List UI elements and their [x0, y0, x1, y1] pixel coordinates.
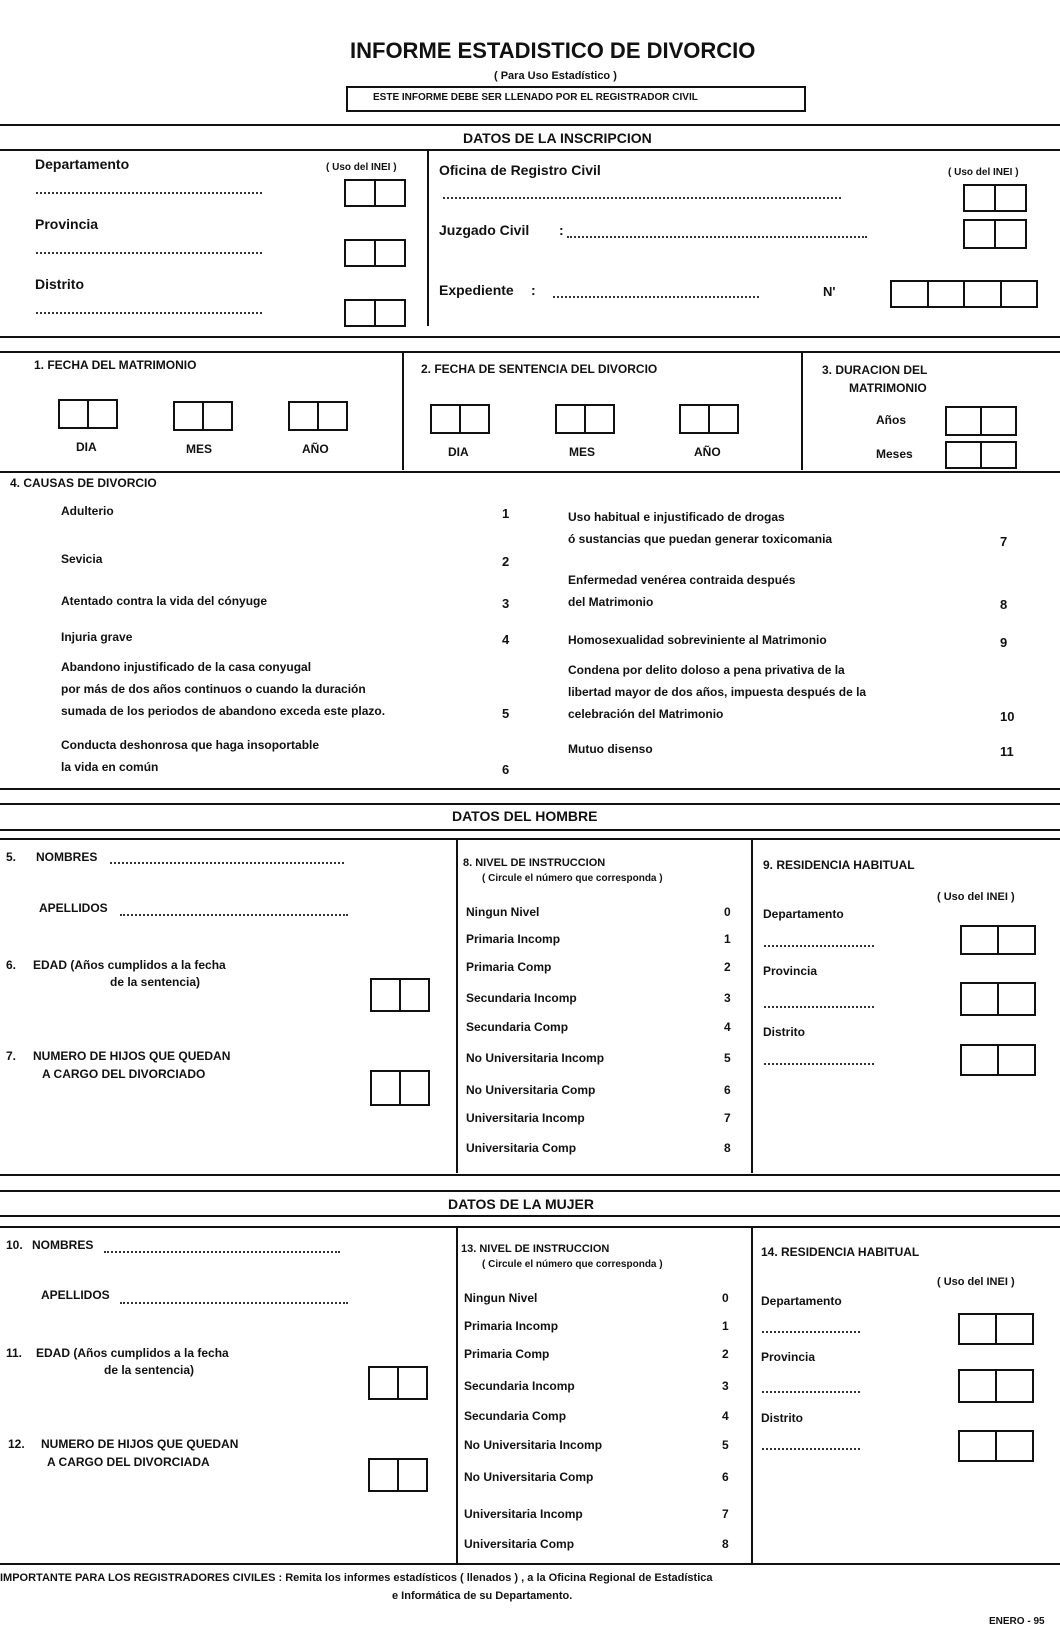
hombre-apellidos-input[interactable] [120, 914, 348, 916]
duracion-title-1: 3. DURACION DEL [822, 363, 928, 377]
fecha-matrimonio-title: 1. FECHA DEL MATRIMONIO [34, 358, 197, 372]
causa-text: por más de dos años continuos o cuando la duración [61, 682, 366, 696]
departamento-label: Departamento [35, 156, 130, 172]
causa-code[interactable]: 2 [502, 554, 510, 569]
causa-text: Uso habitual e injustificado de drogas [568, 510, 785, 524]
nivel-label: Primaria Comp [464, 1347, 550, 1361]
section-title-mujer: DATOS DE LA MUJER [448, 1196, 594, 1212]
hombre-distrito-input[interactable] [764, 1063, 874, 1065]
mujer-apellidos-input[interactable] [120, 1302, 348, 1304]
matrimonio-anio-box[interactable] [288, 401, 348, 431]
hombre-hijos-box[interactable] [370, 1070, 430, 1106]
expediente-number-box[interactable] [890, 280, 1038, 308]
nivel-code[interactable]: 0 [724, 905, 731, 919]
juzgado-colon: : [559, 222, 564, 238]
juzgado-label: Juzgado Civil [439, 222, 530, 238]
oficina-label: Oficina de Registro Civil [439, 162, 601, 178]
mujer-nivel-subtitle: ( Circule el número que corresponda ) [482, 1259, 663, 1270]
departamento-input[interactable] [36, 192, 262, 194]
causa-text: sumada de los periodos de abandono exceda este plazo. [61, 704, 386, 718]
mujer-hijos-number: 12. [8, 1437, 25, 1451]
departamento-code-box[interactable] [344, 179, 406, 207]
nivel-code[interactable]: 7 [724, 1111, 731, 1125]
important-note-line-1: IMPORTANTE PARA LOS REGISTRADORES CIVILES : Remita los informes estadísticos ( llenados ) , a la Oficina Regional de Estadística [0, 1572, 713, 1584]
matrimonio-dia-box[interactable] [58, 399, 118, 429]
numero-label: N' [823, 284, 836, 299]
causa-text: del Matrimonio [568, 595, 654, 609]
causa-text: Mutuo disenso [568, 742, 653, 756]
nivel-label: Secundaria Comp [464, 1409, 567, 1423]
nivel-label: Primaria Incomp [466, 932, 561, 946]
nivel-code[interactable]: 6 [724, 1083, 731, 1097]
mujer-nombres-input[interactable] [104, 1251, 340, 1253]
expediente-colon: : [531, 282, 536, 298]
nivel-code[interactable]: 4 [722, 1409, 729, 1423]
duracion-anos-box[interactable] [945, 406, 1017, 436]
mujer-nombres-label: NOMBRES [32, 1238, 94, 1252]
oficina-input[interactable] [443, 197, 841, 199]
nivel-label: Universitaria Incomp [464, 1507, 583, 1521]
nivel-code[interactable]: 5 [724, 1051, 731, 1065]
causa-text: Abandono injustificado de la casa conyugal [61, 660, 312, 674]
hombre-distrito-code-box[interactable] [960, 1044, 1036, 1076]
provincia-label: Provincia [35, 216, 99, 232]
uso-inei-label-2: ( Uso del INEI ) [948, 167, 1019, 178]
mujer-nombres-number: 10. [6, 1238, 23, 1252]
mujer-provincia-code-box[interactable] [958, 1369, 1034, 1403]
nivel-code[interactable]: 1 [724, 932, 731, 946]
mujer-distrito-input[interactable] [762, 1448, 860, 1450]
hombre-nombres-input[interactable] [110, 862, 344, 864]
hombre-departamento-input[interactable] [764, 945, 874, 947]
causa-code[interactable]: 1 [502, 506, 510, 521]
mujer-departamento-label: Departamento [761, 1294, 842, 1308]
mujer-hijos-label-1: NUMERO DE HIJOS QUE QUEDAN [41, 1437, 239, 1451]
hombre-provincia-label: Provincia [763, 964, 818, 978]
causa-text: Injuria grave [61, 630, 133, 644]
hombre-edad-box[interactable] [370, 978, 430, 1012]
causa-code[interactable]: 9 [1000, 635, 1008, 650]
causa-text: celebración del Matrimonio [568, 707, 724, 721]
nivel-label: No Universitaria Comp [466, 1083, 596, 1097]
matrimonio-mes-box[interactable] [173, 401, 233, 431]
distrito-code-box[interactable] [344, 299, 406, 327]
form-subtitle: ( Para Uso Estadístico ) [494, 70, 617, 82]
causa-text: Sevicia [61, 552, 103, 566]
mujer-edad-box[interactable] [368, 1366, 428, 1400]
mujer-uso-inei-label: ( Uso del INEI ) [937, 1276, 1015, 1288]
uso-inei-label: ( Uso del INEI ) [326, 162, 397, 173]
nivel-code[interactable]: 8 [722, 1537, 729, 1551]
causa-text: la vida en común [61, 760, 159, 774]
causa-text: libertad mayor de dos años, impuesta después de la [568, 685, 867, 699]
hombre-nombres-number: 5. [6, 850, 17, 864]
causas-title: 4. CAUSAS DE DIVORCIO [10, 476, 157, 490]
oficina-code-box[interactable] [963, 184, 1027, 212]
nivel-label: Secundaria Comp [466, 1020, 569, 1034]
duracion-title-2: MATRIMONIO [849, 381, 927, 395]
mujer-edad-number: 11. [6, 1346, 23, 1360]
hombre-residencia-title: 9. RESIDENCIA HABITUAL [763, 858, 915, 872]
nivel-code[interactable]: 4 [724, 1020, 731, 1034]
hombre-departamento-code-box[interactable] [960, 925, 1036, 955]
nivel-label: Ningun Nivel [466, 905, 540, 919]
matrimonio-anio-label: AÑO [302, 442, 329, 456]
mujer-provincia-label: Provincia [761, 1350, 816, 1364]
mujer-nivel-title: 13. NIVEL DE INSTRUCCION [461, 1243, 610, 1255]
nivel-label: No Universitaria Incomp [466, 1051, 605, 1065]
matrimonio-dia-label: DIA [76, 440, 97, 454]
nivel-code[interactable]: 0 [722, 1291, 729, 1305]
provincia-code-box[interactable] [344, 239, 406, 267]
causa-text: Condena por delito doloso a pena privativa de la [568, 663, 845, 677]
hombre-nivel-subtitle: ( Circule el número que corresponda ) [482, 873, 663, 884]
hombre-edad-label-1: EDAD (Años cumplidos a la fecha [33, 958, 226, 972]
causa-code[interactable]: 7 [1000, 534, 1008, 549]
form-title: INFORME ESTADISTICO DE DIVORCIO [350, 38, 756, 63]
causa-text: Enfermedad venérea contraida después [568, 573, 796, 587]
causa-text: Atentado contra la vida del cónyuge [61, 594, 268, 608]
nivel-code[interactable]: 3 [724, 991, 731, 1005]
nivel-code[interactable]: 7 [722, 1507, 729, 1521]
hombre-hijos-label-1: NUMERO DE HIJOS QUE QUEDAN [33, 1049, 231, 1063]
sentencia-mes-box[interactable] [555, 404, 615, 434]
matrimonio-mes-label: MES [186, 442, 213, 456]
duracion-meses-box[interactable] [945, 441, 1017, 469]
causa-code[interactable]: 8 [1000, 597, 1008, 612]
mujer-distrito-code-box[interactable] [958, 1430, 1034, 1462]
hombre-hijos-label-2: A CARGO DEL DIVORCIADO [42, 1067, 206, 1081]
sentencia-anio-label: AÑO [694, 445, 721, 459]
juzgado-input[interactable] [567, 236, 867, 238]
hombre-hijos-number: 7. [6, 1049, 17, 1063]
nivel-code[interactable]: 6 [722, 1470, 729, 1484]
mujer-edad-label-1: EDAD (Años cumplidos a la fecha [36, 1346, 229, 1360]
causa-code[interactable]: 11 [1000, 744, 1014, 759]
mujer-edad-label-2: de la sentencia) [104, 1363, 195, 1377]
mujer-departamento-code-box[interactable] [958, 1313, 1034, 1345]
nivel-label: Primaria Comp [466, 960, 552, 974]
hombre-nivel-title: 8. NIVEL DE INSTRUCCION [463, 857, 606, 869]
mujer-hijos-box[interactable] [368, 1458, 428, 1492]
nivel-label: Universitaria Incomp [466, 1111, 585, 1125]
anos-label: Años [876, 413, 906, 427]
causa-code[interactable]: 10 [1000, 709, 1015, 724]
hombre-distrito-label: Distrito [763, 1025, 805, 1039]
causa-code[interactable]: 3 [502, 596, 510, 611]
sentencia-anio-box[interactable] [679, 404, 739, 434]
form-date-code: ENERO - 95 [989, 1616, 1045, 1627]
hombre-uso-inei-label: ( Uso del INEI ) [937, 891, 1015, 903]
distrito-label: Distrito [35, 276, 84, 292]
nivel-code[interactable]: 1 [722, 1319, 729, 1333]
causa-code[interactable]: 6 [502, 762, 510, 777]
fecha-sentencia-title: 2. FECHA DE SENTENCIA DEL DIVORCIO [421, 362, 658, 376]
nivel-code[interactable]: 3 [722, 1379, 729, 1393]
hombre-edad-number: 6. [6, 958, 17, 972]
nivel-label: Universitaria Comp [466, 1141, 577, 1155]
hombre-departamento-label: Departamento [763, 907, 844, 921]
nivel-label: Secundaria Incomp [466, 991, 577, 1005]
section-title-inscripcion: DATOS DE LA INSCRIPCION [463, 130, 652, 146]
hombre-provincia-code-box[interactable] [960, 982, 1036, 1016]
hombre-nombres-label: NOMBRES [36, 850, 98, 864]
nivel-label: No Universitaria Comp [464, 1470, 594, 1484]
provincia-input[interactable] [36, 252, 262, 254]
hombre-apellidos-label: APELLIDOS [39, 901, 108, 915]
important-note-line-2: e Informática de su Departamento. [392, 1590, 573, 1602]
sentencia-dia-box[interactable] [430, 404, 490, 434]
expediente-label: Expediente [439, 282, 514, 298]
expediente-input[interactable] [553, 296, 759, 298]
mujer-provincia-input[interactable] [762, 1391, 860, 1393]
mujer-departamento-input[interactable] [762, 1331, 860, 1333]
hombre-edad-label-2: de la sentencia) [110, 975, 201, 989]
juzgado-code-box[interactable] [963, 219, 1027, 249]
causa-text: Adulterio [61, 504, 114, 518]
hombre-provincia-input[interactable] [764, 1006, 874, 1008]
section-title-hombre: DATOS DEL HOMBRE [452, 808, 598, 824]
nivel-label: Ningun Nivel [464, 1291, 538, 1305]
nivel-label: Universitaria Comp [464, 1537, 575, 1551]
distrito-input[interactable] [36, 312, 262, 314]
causa-code[interactable]: 5 [502, 706, 510, 721]
mujer-apellidos-label: APELLIDOS [41, 1288, 110, 1302]
mujer-distrito-label: Distrito [761, 1411, 803, 1425]
causa-text: Conducta deshonrosa que haga insoportable [61, 738, 320, 752]
nivel-label: Secundaria Incomp [464, 1379, 575, 1393]
nivel-code[interactable]: 2 [724, 960, 731, 974]
nivel-label: No Universitaria Incomp [464, 1438, 603, 1452]
meses-label: Meses [876, 447, 913, 461]
notice-text: ESTE INFORME DEBE SER LLENADO POR EL REGISTRADOR CIVIL [373, 92, 698, 103]
causa-text: ó sustancias que puedan generar toxicomania [568, 532, 833, 546]
nivel-code[interactable]: 8 [724, 1141, 731, 1155]
sentencia-dia-label: DIA [448, 445, 469, 459]
causa-code[interactable]: 4 [502, 632, 510, 647]
sentencia-mes-label: MES [569, 445, 596, 459]
causa-text: Homosexualidad sobreviniente al Matrimonio [568, 633, 827, 647]
mujer-residencia-title: 14. RESIDENCIA HABITUAL [761, 1245, 920, 1259]
nivel-code[interactable]: 5 [722, 1438, 729, 1452]
nivel-code[interactable]: 2 [722, 1347, 729, 1361]
mujer-hijos-label-2: A CARGO DEL DIVORCIADA [47, 1455, 210, 1469]
nivel-label: Primaria Incomp [464, 1319, 559, 1333]
